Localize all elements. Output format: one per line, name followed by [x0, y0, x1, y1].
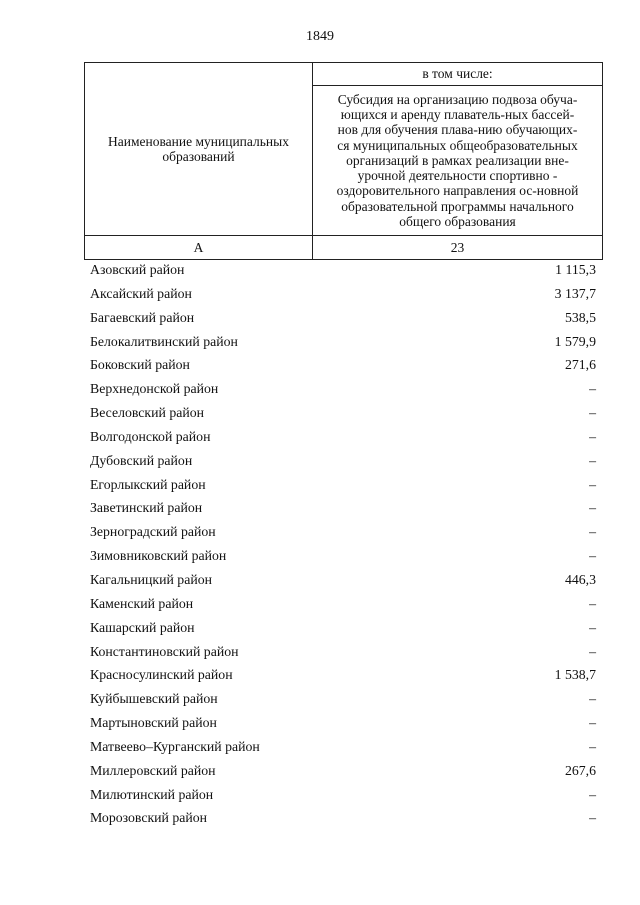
subsidy-description-line: ющихся и аренду плаватель-ных бассей- [340, 107, 575, 123]
table-row [90, 715, 596, 739]
subsidy-description-line: ся муниципальных общеобразовательных [337, 137, 578, 153]
subsidy-value: – [589, 524, 596, 540]
table-row [90, 691, 596, 715]
municipality-name: Кашарский район [90, 619, 195, 635]
municipality-name: Миллеровский район [90, 762, 216, 778]
subsidy-value: – [589, 691, 596, 707]
municipality-name: Куйбышевский район [90, 691, 218, 707]
subsidy-value: – [589, 810, 596, 826]
subsidy-value: – [589, 738, 596, 754]
column-code-a: А [85, 236, 313, 260]
municipality-name: Егорлыкский район [90, 476, 206, 492]
table-row [90, 477, 596, 501]
table-row [90, 524, 596, 548]
table-row [90, 500, 596, 524]
municipality-name: Милютинский район [90, 786, 214, 802]
municipality-list [90, 262, 596, 834]
table-row [90, 667, 596, 691]
municipality-name: Азовский район [90, 262, 185, 277]
municipality-name: Кагальницкий район [90, 571, 212, 587]
subsidy-value: – [589, 715, 596, 731]
municipality-name: Боковский район [90, 357, 190, 373]
municipality-name: Матвеево–Курганский район [90, 738, 260, 754]
subsidy-description-line: урочной деятельности спортивно - [357, 168, 558, 184]
municipality-name: Волгодонской район [90, 428, 211, 444]
municipality-name: Зерноградский район [90, 524, 216, 540]
municipality-name: Дубовский район [90, 452, 193, 468]
table-row [90, 739, 596, 763]
municipality-name: Аксайский район [90, 285, 192, 301]
header-table [84, 62, 603, 260]
table-row [90, 548, 596, 572]
subsidy-value: 1 579,9 [554, 333, 596, 349]
municipality-name: Веселовский район [90, 405, 205, 421]
column-code-23: 23 [313, 236, 603, 260]
subsidy-description-line: нов для обучения плава-нию обучающих- [337, 122, 578, 138]
page-number: 1849 [306, 29, 334, 44]
subsidy-description-lines [317, 92, 598, 229]
subsidy-value: 267,6 [564, 762, 596, 778]
table-row [90, 334, 596, 358]
subsidy-value: 1 538,7 [554, 667, 596, 683]
table-row [90, 286, 596, 310]
subsidy-value: – [589, 381, 596, 397]
subsidy-value: – [589, 405, 596, 421]
table-row [90, 810, 596, 834]
table-row [90, 310, 596, 334]
table-row [90, 572, 596, 596]
municipality-name: Верхнедонской район [90, 381, 219, 397]
municipality-name: Морозовский район [90, 810, 208, 826]
subsidy-description-line: общего образования [399, 213, 516, 229]
municipality-name: Красносулинский район [90, 667, 233, 683]
table-row [90, 405, 596, 429]
municipality-name: Багаевский район [90, 309, 195, 325]
subsidy-value: – [589, 452, 596, 468]
table-row [90, 787, 596, 811]
subsidy-value: 271,6 [564, 357, 596, 373]
municipality-name: Каменский район [90, 595, 194, 611]
subsidy-value: 538,5 [564, 309, 596, 325]
table-row [90, 262, 596, 286]
subsidy-value: – [589, 548, 596, 564]
municipality-name: Мартыновский район [90, 715, 217, 731]
in-total-header: в том числе: [313, 63, 603, 86]
subsidy-value: – [589, 643, 596, 659]
table-row [90, 381, 596, 405]
subsidy-value: – [589, 476, 596, 492]
subsidy-value: – [589, 595, 596, 611]
municipality-name: Константиновский район [90, 643, 239, 659]
subsidy-value: – [589, 500, 596, 516]
subsidy-description-line: организаций в рамках реализации вне- [346, 152, 569, 168]
table-row [90, 453, 596, 477]
table-row [90, 763, 596, 787]
subsidy-description-line: оздоровительного направления ос-новной [336, 183, 579, 199]
municipality-name: Белокалитвинский район [90, 333, 238, 349]
table-row [90, 620, 596, 644]
subsidy-value: 1 115,3 [555, 262, 596, 277]
subsidy-description-header [313, 86, 603, 236]
municipality-name-header: Наименование муниципальных образований [85, 63, 313, 236]
subsidy-value: – [589, 428, 596, 444]
subsidy-value: 446,3 [564, 571, 596, 587]
table-row [90, 429, 596, 453]
municipality-name: Зимовниковский район [90, 548, 227, 564]
table-row [90, 596, 596, 620]
table-row [90, 357, 596, 381]
subsidy-description-line: образовательной программы начального [341, 198, 574, 214]
subsidy-value: 3 137,7 [554, 285, 596, 301]
subsidy-value: – [589, 786, 596, 802]
subsidy-description-line: Субсидия на организацию подвоза обуча- [337, 92, 578, 108]
subsidy-value: – [589, 619, 596, 635]
municipality-name: Заветинский район [90, 500, 203, 516]
table-row [90, 644, 596, 668]
